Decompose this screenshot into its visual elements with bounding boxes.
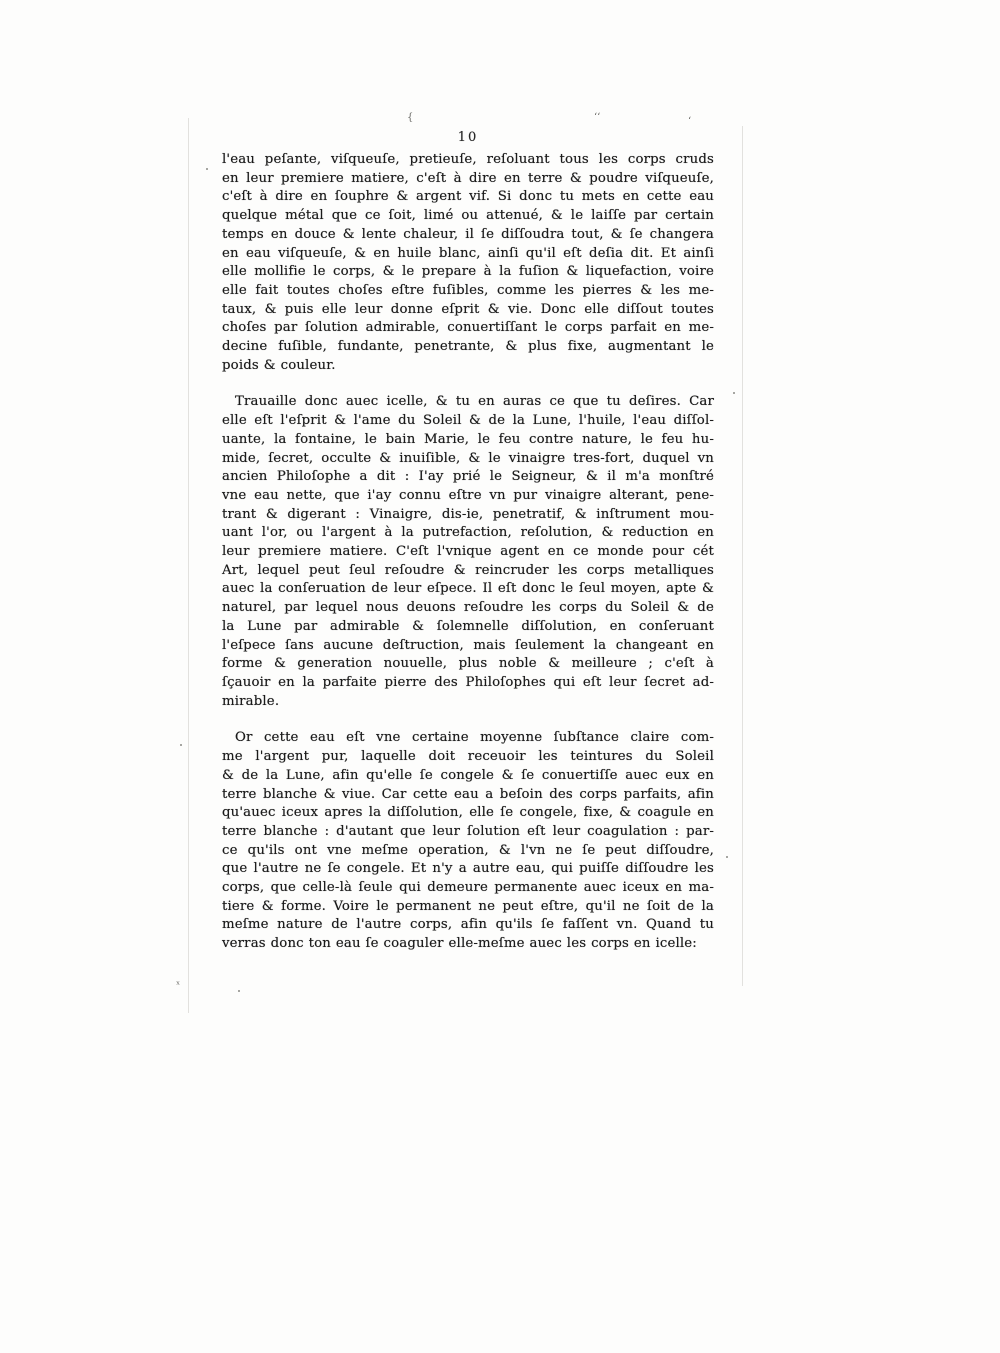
text-line: ancien Philoſophe a dit : I'ay prié le Seigneur, & il m'a monſtré <box>222 469 714 485</box>
text-line: trant & digerant : Vinaigre, dis-ie, penetratif, & inſtrument mou- <box>222 506 714 522</box>
text-line: leur premiere matiere. C'eſt l'vnique agent en ce monde pour cét <box>222 544 714 560</box>
text-line: terre blanche & viue. Car cette eau a beſoin des corps parfaits, afin <box>222 786 714 802</box>
text-line: poids & couleur. <box>222 357 336 373</box>
text-line: taux, & puis elle leur donne eſprit & vie. Donc elle diſſout toutes <box>222 301 714 317</box>
text-line: meſme nature de l'autre corps, afin qu'ils ſe faſſent vn. Quand tu <box>222 917 714 933</box>
text-line: auec la conſeruation de leur eſpece. Il eſt donc le ſeul moyen, apte & <box>222 581 714 597</box>
text-line: naturel, par lequel nous deuons reſoudre les corps du Soleil & de <box>222 600 714 616</box>
text-line: uant l'or, ou l'argent à la putrefaction, reſolution, & reduction en <box>222 525 714 541</box>
text-line: verras donc ton eau ſe coaguler elle-meſme auec les corps en icelle: <box>222 936 697 952</box>
text-line: corps, que celle-là ſeule qui demeure permanente auec iceux en ma- <box>222 880 714 896</box>
paragraph-1 <box>222 151 714 375</box>
text-line: Trauaille donc auec icelle, & tu en auras ce que tu deſires. Car <box>235 394 714 410</box>
text-line: c'eſt à dire en ſouphre & argent vif. Si donc tu mets en cette eau <box>222 189 714 205</box>
paragraph-2 <box>222 393 714 711</box>
text-line: & de la Lune, afin qu'elle ſe congele & ſe conuertiſſe auec eux en <box>222 767 714 783</box>
page-number: 10 <box>457 130 479 145</box>
scan-artifact <box>726 856 728 858</box>
text-line: Art, lequel peut ſeul reſoudre & reincruder les corps metalliques <box>222 562 714 578</box>
scan-artifact <box>206 168 208 170</box>
text-line: elle mollifie le corps, & le prepare à la fuſion & liquefaction, voire <box>222 264 714 280</box>
text-line: temps en douce & lente chaleur, il ſe diſſoudra tout, & ſe changera <box>222 226 714 242</box>
scan-artifact: ˣ <box>176 980 181 991</box>
scan-artifact <box>733 392 735 394</box>
text-line: mirable. <box>222 693 280 709</box>
text-line: que l'autre ne ſe congele. Et n'y a autre eau, qui puiſſe diſſoudre les <box>222 861 714 877</box>
paragraph-3 <box>222 729 714 953</box>
text-line: en eau viſqueuſe, & en huile blanc, ainſi qu'il eſt deſia dit. Et ainſi <box>222 245 714 261</box>
scan-artifact <box>180 744 182 746</box>
text-line: l'eſpece ſans aucune deſtruction, mais ſeulement la changeant en <box>222 637 714 653</box>
text-line: Or cette eau eſt vne certaine moyenne ſubſtance claire com- <box>235 730 714 746</box>
text-line: qu'auec iceux apres la diſſolution, elle ſe congele, fixe, & coagule en <box>222 805 714 821</box>
scan-artifact: { <box>407 112 414 123</box>
text-line: elle fait toutes choſes eſtre fuſibles, comme les pierres & les me- <box>222 282 714 298</box>
scan-artifact: ʻ <box>688 116 692 127</box>
text-line: ſçauoir en la parfaite pierre des Philoſophes qui eſt leur ſecret ad- <box>222 674 714 690</box>
text-line: elle eſt l'eſprit & l'ame du Soleil & de la Lune, l'huile, l'eau diſſol- <box>222 413 714 429</box>
text-line: me l'argent pur, laquelle doit receuoir les teintures du Soleil <box>222 749 714 765</box>
text-line: vne eau nette, que i'ay connu eſtre vn pur vinaigre alterant, pene- <box>222 487 714 503</box>
text-line: choſes par ſolution admirable, conuertiſſant le corps parfait en me- <box>222 320 714 336</box>
scan-artifact: ʻʻ <box>594 112 601 123</box>
text-line: decine fuſible, fundante, penetrante, & plus fixe, augmentant le <box>222 339 714 355</box>
page-edge-left <box>188 118 189 1013</box>
text-line: tiere & forme. Voire le permanent ne peut eſtre, qu'il ne ſoit de la <box>222 898 714 914</box>
text-line: quelque métal que ce ſoit, limé ou attenué, & le laiſſe par certain <box>222 208 714 224</box>
scan-artifact <box>238 990 240 992</box>
text-line: terre blanche : d'autant que leur ſolution eſt leur coagulation : par- <box>222 823 714 839</box>
text-line: mide, ſecret, occulte & inuiſible, & le vinaigre tres-fort, duquel vn <box>222 450 714 466</box>
text-line: en leur premiere matiere, c'eſt à dire en terre & poudre viſqueuſe, <box>222 170 714 186</box>
text-line: l'eau peſante, viſqueuſe, pretieuſe, reſoluant tous les corps cruds <box>222 152 714 167</box>
text-line: ce qu'ils ont vne meſme operation, & l'vn ne ſe peut diſſoudre, <box>222 842 714 858</box>
text-line: uante, la fontaine, le bain Marie, le feu contre nature, le feu hu- <box>222 431 714 447</box>
text-line: forme & generation nouuelle, plus noble & meilleure ; c'eſt à <box>222 656 714 672</box>
text-line: la Lune par admirable & ſolemnelle diſſolution, en conſeruant <box>222 618 714 634</box>
text-block <box>222 151 714 954</box>
page-edge-right <box>742 126 743 986</box>
